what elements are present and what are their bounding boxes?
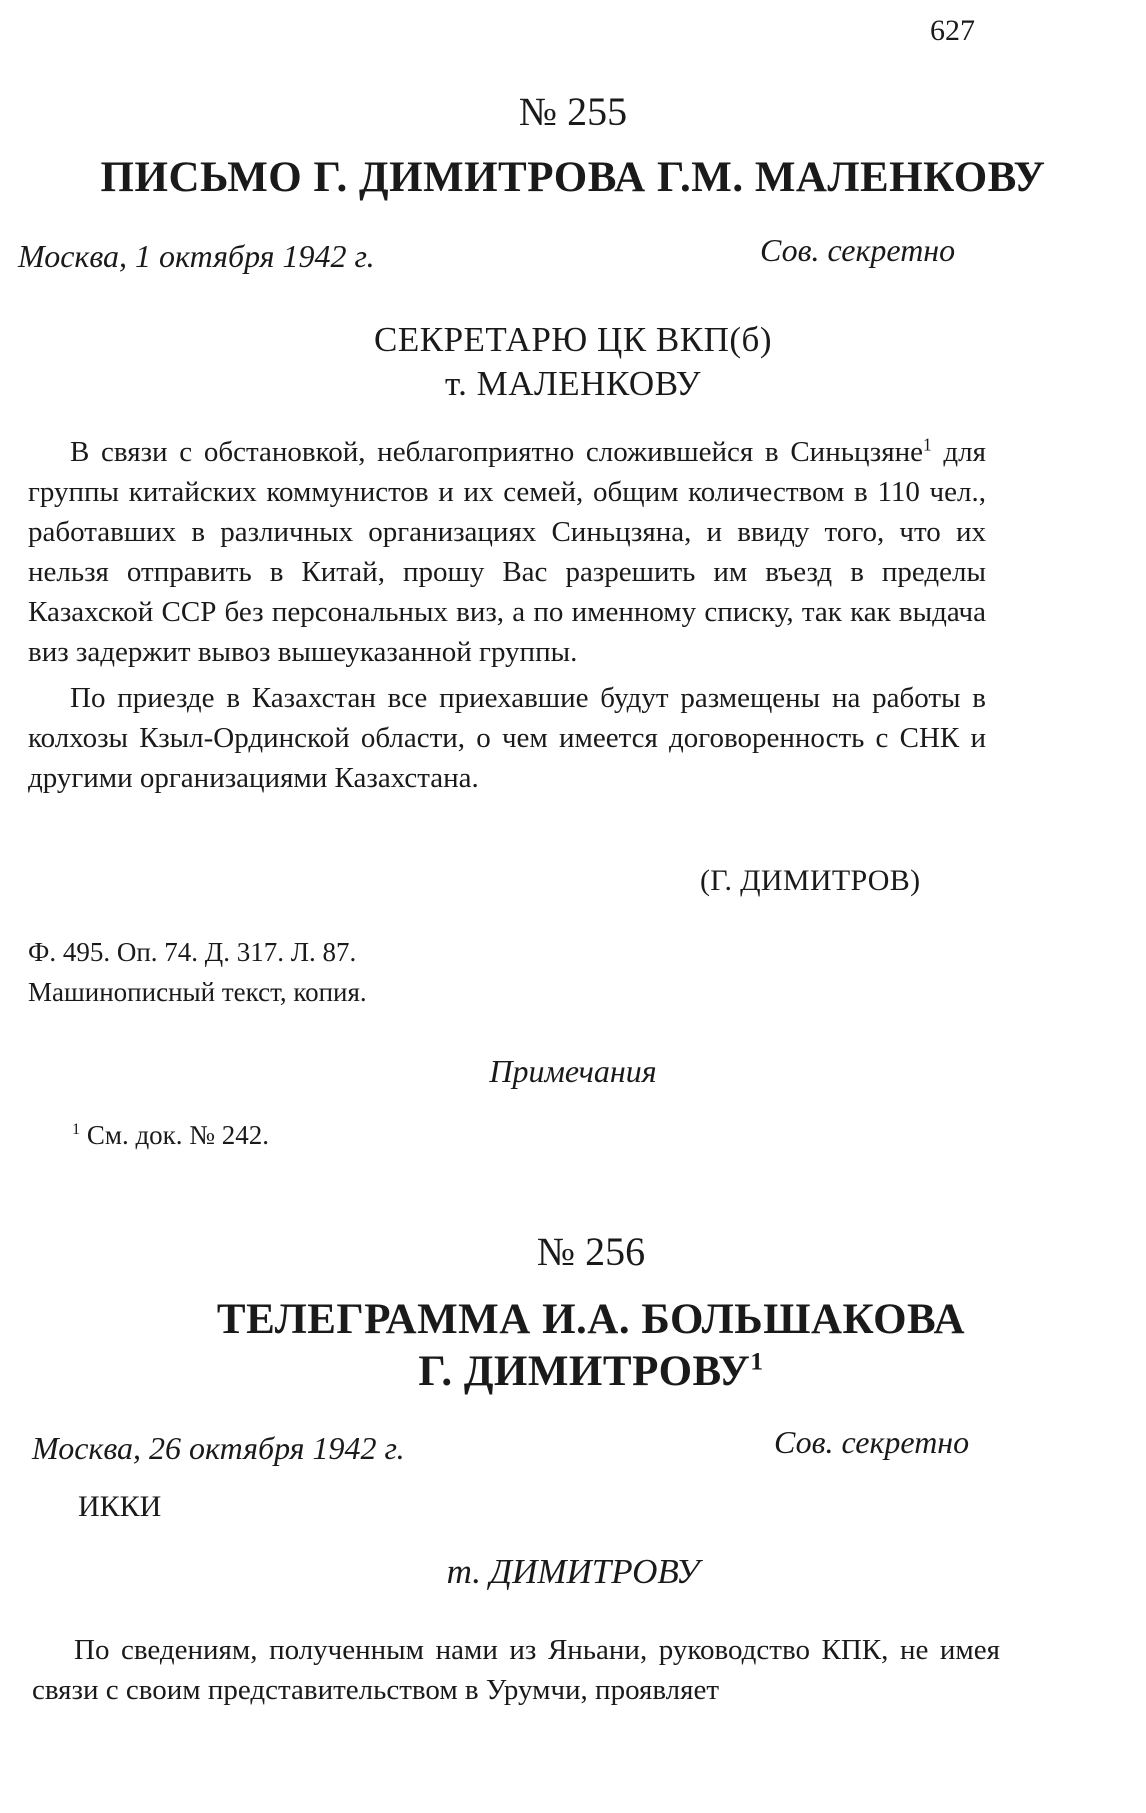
paragraph-1-text-b: для группы китайских коммунистов и их семей, общим количеством в 110 чел., работавших в различных организациях Синьцзяна, и ввиду того, что их нельзя отправить в Китай, прошу Вас разрешить им въезд в пределы Казахской ССР без персональных виз, а по именному списку, так как выдача виз задержит вывоз вышеуказанной группы.	[28, 436, 986, 668]
doc-255-number: № 255	[518, 89, 628, 134]
doc-256-title-line-2	[18, 1346, 1146, 1398]
doc-255-signature: (Г. ДИМИТРОВ)	[700, 864, 921, 897]
doc-256-body	[32, 1630, 1000, 1710]
archive-type: Машинописный текст, копия.	[28, 977, 367, 1007]
footnote-mark: 1	[72, 1120, 81, 1138]
doc-256-recipient-org: ИККИ	[78, 1490, 162, 1523]
addressee-line-2: т. МАЛЕНКОВУ	[445, 364, 701, 403]
doc-255-archive	[28, 932, 367, 1012]
footnote-ref: 1	[923, 434, 932, 455]
doc-255-addressee	[0, 318, 1146, 406]
doc-255-paragraph-2: По приезде в Казахстан все приехавшие будут размещены на работы в колхозы Кзыл-Ординской области, о чем имеется договоренность с СНК и другими организациями Казахстана.	[28, 682, 986, 794]
footnote-1	[72, 1120, 269, 1151]
archive-reference: Ф. 495. Оп. 74. Д. 317. Л. 87.	[28, 937, 357, 967]
paragraph-1-text-a: В связи с обстановкой, неблагоприятно сложившейся в Синьцзяне	[70, 436, 923, 468]
doc-256-paragraph-1: По сведениям, полученным нами из Яньани, руководство КПК, не имея связи с своим представительством в Урумчи, проявляет	[32, 1634, 1000, 1706]
doc-256-addressee: т. ДИМИТРОВУ	[446, 1552, 700, 1591]
doc-256-classification: Сов. секретно	[774, 1424, 970, 1460]
title-line-2-text: Г. ДИМИТРОВУ	[418, 1348, 751, 1395]
doc-255-title: ПИСЬМО Г. ДИМИТРОВА Г.М. МАЛЕНКОВУ	[100, 154, 1046, 201]
doc-256-title	[18, 1294, 1146, 1398]
doc-256-number: № 256	[536, 1229, 646, 1274]
doc-255-body	[28, 432, 986, 798]
doc-255-classification: Сов. секретно	[760, 232, 956, 268]
footnote-text: См. док. № 242.	[80, 1120, 270, 1150]
notes-heading: Примечания	[489, 1053, 657, 1089]
doc-256-place-date: Москва, 26 октября 1942 г.	[32, 1430, 405, 1466]
page-number: 627	[930, 14, 975, 47]
title-footnote-ref: 1	[750, 1346, 764, 1376]
doc-255-paragraph-1	[28, 432, 986, 672]
doc-256-title-line-1: ТЕЛЕГРАММА И.А. БОЛЬШАКОВА	[216, 1296, 966, 1343]
doc-255-place-date: Москва, 1 октября 1942 г.	[18, 238, 375, 274]
addressee-line-1: СЕКРЕТАРЮ ЦК ВКП(б)	[374, 320, 772, 359]
